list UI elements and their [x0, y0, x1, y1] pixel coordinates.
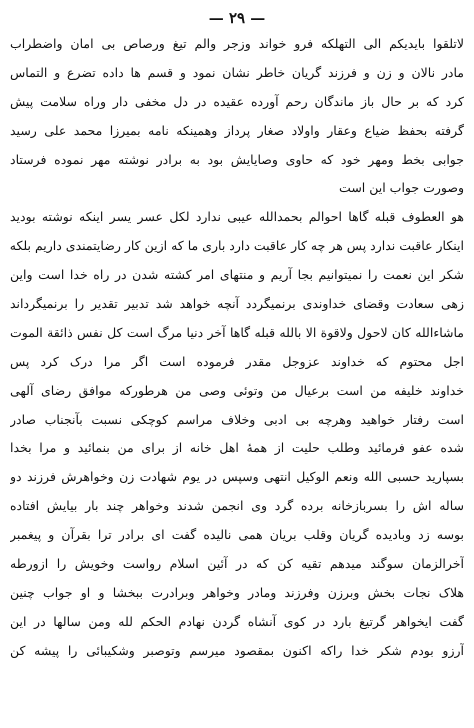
text-line: ساله اش را بسربازخانه برده گرد وی انجمن شدند وخواهر چند بار بیایش افتاده	[10, 498, 464, 514]
text-line: بسپارید حسبی الله ونعم الوکیل انتهی وسپس در یوم شهادت زن وخواهرش فرزند دو	[10, 469, 464, 485]
text-line: خداوند خلیفه من است برعیال من وتوئی وصی من هرطورکه موافق رضای آلهی	[10, 382, 464, 398]
text-line: هلاک نجات بخش وبرزن وفرزند ومادر وخواهر وبرادرت ببخشا و او جواب چنین	[10, 584, 464, 600]
text-line: بوسه زد وبادیده گریان وقلب بریان همی نالیده گفت ای برادر ترا بقرآن و پیغمبر	[10, 527, 464, 543]
text-line: آرزو بودم شکر خدا راکه اکنون بمقصود میرسم وتوصبر وشکیبائی را پیشه کن	[10, 642, 464, 658]
text-line: ماشاءالله کان لاحول ولاقوة الا بالله قبله گاها آخر دنیا مرگ است کل نفس ذائقة الموت	[10, 324, 464, 340]
text-line: لاتلقوا بایدیکم الی التهلکه فرو خواند وزجر والم تیغ ورصاص بی امان واضطراب	[10, 36, 464, 51]
text-line: مادر نالان و زن و فرزند گریان خاطر نشان نمود و قسم ها داده تضرع و التماس	[10, 64, 464, 80]
text-line: اینکار عاقبت ندارد پس هر چه کار عاقبت دارد باری ما که ازین کار رضایتمندی داریم بلکه	[10, 238, 464, 254]
page-number: — ۲۹ —	[208, 9, 266, 27]
text-line: شده عفو فرمائید وطلب حلیت از همهٔ اهل خانه از برای من بنمائید و مرا بخدا	[10, 440, 464, 456]
body-text	[10, 30, 464, 666]
text-line: کرد که بر حال باز ماندگان رحم آورده عقیده در دل مخفی دار وراه سلامت پیش	[10, 93, 464, 109]
text-line: جوابی بخط ومهر خود که حاوی وصایایش بود به برادر نوشته مهر نموده فرستاد	[10, 151, 464, 167]
text-line: اجل محتوم که خداوند عزوجل مقدر فرموده است اگر مرا درک کرد پس	[10, 353, 464, 369]
text-line: شکر این نعمت را نمیتوانیم بجا آریم و منتهای امر کشته شدن در راه خدا است واین	[10, 267, 464, 283]
text-line: است رفتار خواهید وهرچه بی ادبی وخلاف مراسم کوچکی نسبت بآنجناب صادر	[10, 411, 464, 427]
text-line: وصورت جواب این است	[339, 180, 464, 196]
text-line: زهی سعادت وقضای خداوندی برنمیگردد آنچه خواهد شد تدبیر تقدیر را برنمیگرداند	[10, 296, 464, 312]
text-line: هو العطوف قبله گاها احوالم بحمدالله عیبی ندارد لکل عسر یسر اینکه نوشته بودید	[10, 209, 464, 225]
text-line: گفت ایخواهر گرتیغ بارد در کوی آنشاه گردن نهادم الحکم لله ومن سالها در این	[10, 613, 464, 629]
text-line: آخرالزمان سوگند میدهم تقیه کن که در آئین اسلام رواست وخویش را ازورطه	[10, 556, 464, 572]
text-line: گرفته بحفظ ضیاع وعقار واولاد صغار پرداز وهمینکه نامه بمیرزا محمد علی رسید	[10, 122, 464, 138]
